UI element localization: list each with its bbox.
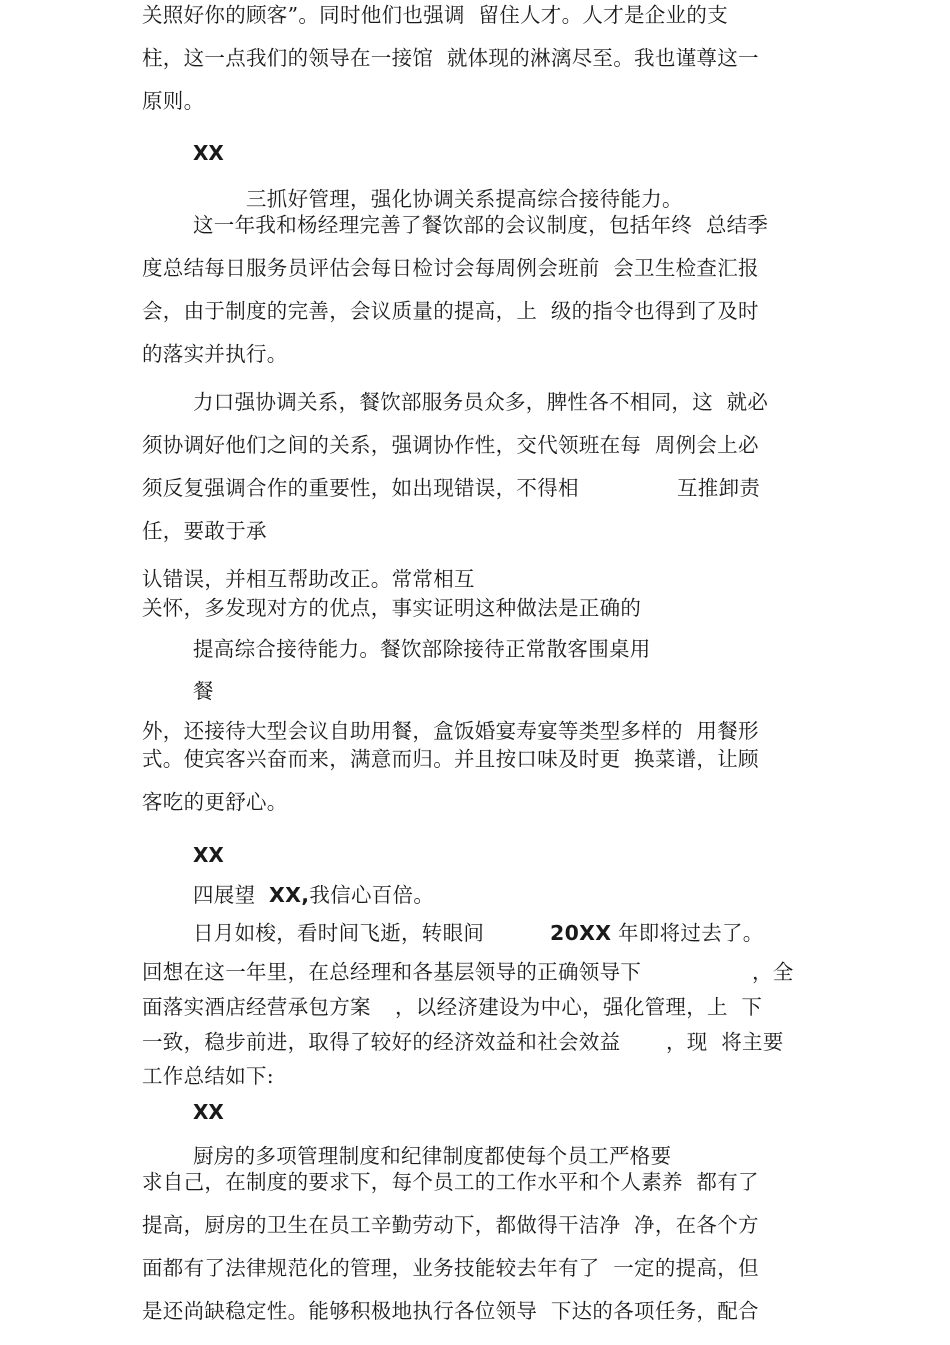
paragraph-line: 关照好你的顾客”。同时他们也强调 留住人才。人才是企业的支 — [142, 3, 729, 27]
paragraph-line: 会，由于制度的完善，会议质量的提高，上 级的指令也得到了及时 — [142, 299, 759, 323]
paragraph-line: 提高综合接待能力。餐饮部除接待正常散客围桌用 — [193, 637, 651, 661]
section-heading: XX — [193, 141, 224, 165]
paragraph-line: 度总结每日服务员评估会每日检讨会每周例会班前 会卫生检查汇报 — [142, 256, 759, 280]
paragraph-line: 厨房的多项管理制度和纪律制度都使每个员工严格要 — [193, 1144, 672, 1168]
paragraph-line: 工作总结如下: — [142, 1064, 275, 1088]
section-heading: XX — [193, 1100, 224, 1124]
paragraph-line: 的落实并执行。 — [142, 342, 288, 366]
paragraph-line: 回想在这一年里，在总经理和各基层领导的正确领导下 — [142, 960, 642, 984]
paragraph-line: 力口强协调关系，餐饮部服务员众多，脾性各不相同，这 就必 — [193, 390, 769, 414]
paragraph-line: 原则。 — [142, 89, 205, 113]
paragraph-line: 须协调好他们之间的关系，强调协作性，交代领班在每 周例会上必 — [142, 433, 759, 457]
paragraph-line: 面都有了法律规范化的管理，业务技能较去年有了 一定的提高，但 — [142, 1256, 759, 1280]
paragraph-line: 关怀，多发现对方的优点，事实证明这种做法是正确的 — [142, 596, 642, 620]
section-title: 三抓好管理，强化协调关系提高综合接待能力。 — [246, 187, 683, 211]
paragraph-line: 提高，厨房的卫生在员工辛勤劳动下，都做得干洁净 净，在各个方 — [142, 1213, 759, 1237]
paragraph-line: 外，还接待大型会议自助用餐，盒饭婚宴寿宴等类型多样的 用餐形 — [142, 719, 759, 743]
paragraph-line: ，现 将主要 — [666, 1030, 784, 1054]
section-heading: XX — [193, 843, 224, 867]
paragraph-line: 须反复强调合作的重要性，如出现错误，不得相 — [142, 476, 579, 500]
paragraph-line: 柱，这一点我们的领导在一接馆 就体现的淋漓尽至。我也谨尊这一 — [142, 46, 759, 70]
paragraph-line: 式。使宾客兴奋而来，满意而归。并且按口味及时更 换菜谱，让顾 — [142, 747, 759, 771]
section-title — [193, 883, 434, 907]
section-title-prefix: 四展望 — [193, 883, 270, 907]
paragraph-line: ，全 — [752, 960, 794, 984]
paragraph-line: 年即将过去了。 — [618, 921, 764, 945]
paragraph-line: 客吃的更舒心。 — [142, 790, 288, 814]
paragraph-line: 日月如梭，看时间飞逝，转眼间 — [193, 921, 485, 945]
section-title-suffix: 我信心百倍。 — [309, 883, 435, 907]
paragraph-line: 求自己，在制度的要求下，每个员工的工作水平和个人素养 都有了 — [142, 1170, 759, 1194]
paragraph-line: 互推卸责 — [677, 476, 761, 500]
paragraph-line: ，以经济建设为中心，强化管理，上 下 — [395, 995, 763, 1019]
paragraph-line: 是还尚缺稳定性。能够积极地执行各位领导 下达的各项任务，配合 — [142, 1299, 759, 1323]
paragraph-line: 餐 — [193, 679, 214, 703]
paragraph-line: 认错误，并相互帮助改正。常常相互 — [142, 567, 475, 591]
year-label: 20XX — [550, 921, 612, 945]
paragraph-line: 任，要敢于承 — [142, 519, 267, 543]
paragraph-line: 一致，稳步前进，取得了较好的经济效益和社会效益 — [142, 1030, 621, 1054]
section-title-bold: XX, — [269, 883, 310, 907]
paragraph-line: 这一年我和杨经理完善了餐饮部的会议制度，包括年终 总结季 — [193, 213, 769, 237]
paragraph-line: 面落实酒店经营承包方案 — [142, 995, 371, 1019]
